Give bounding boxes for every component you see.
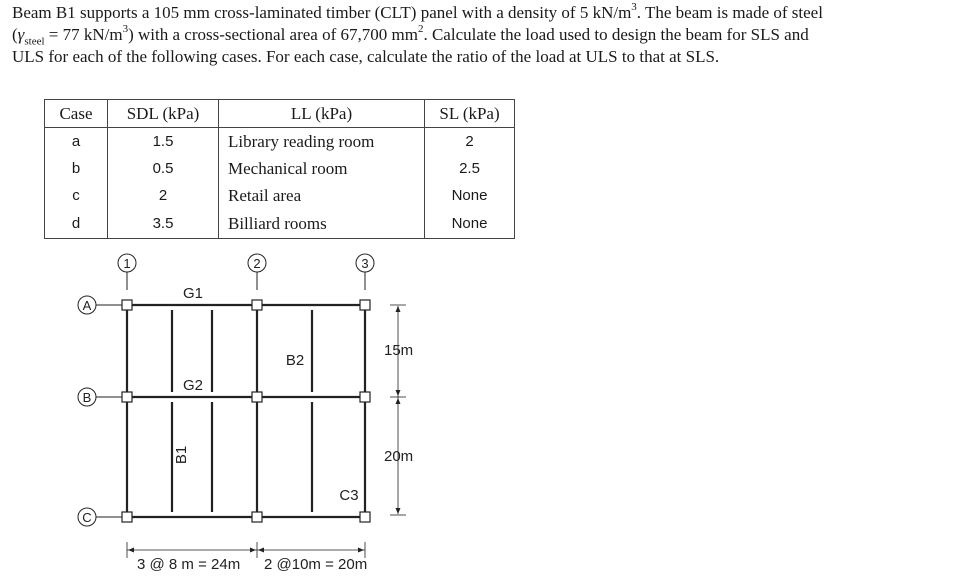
cell-sdl: 3.5 bbox=[108, 209, 219, 239]
column-a2 bbox=[252, 300, 262, 310]
column-b2 bbox=[252, 392, 262, 402]
arrow-icon bbox=[258, 548, 264, 553]
arrow-icon bbox=[396, 398, 401, 404]
cell-sdl: 0.5 bbox=[108, 155, 219, 182]
header-sdl: SDL (kPa) bbox=[108, 100, 219, 128]
cell-ll: Mechanical room bbox=[219, 155, 425, 182]
problem-line-3: ULS for each of the following cases. For each case, calculate the ratio of the load at ULS to that at SLS. bbox=[12, 47, 720, 66]
grid-label-c: C bbox=[82, 510, 92, 525]
header-case: Case bbox=[45, 100, 108, 128]
arrow-icon bbox=[250, 548, 256, 553]
cell-ll: Retail area bbox=[219, 182, 425, 209]
cell-case: a bbox=[45, 128, 108, 156]
header-sl: SL (kPa) bbox=[425, 100, 515, 128]
member-label-g2: G2 bbox=[182, 377, 204, 394]
column-c1 bbox=[122, 512, 132, 522]
dimension-label-width-right: 2 @10m = 20m bbox=[264, 556, 368, 573]
cell-case: c bbox=[45, 182, 108, 209]
cell-sl: 2 bbox=[425, 128, 515, 156]
arrow-icon bbox=[396, 306, 401, 312]
problem-line-1: Beam B1 supports a 105 mm cross-laminated timber (CLT) panel with a density of 5 $kN/m^3$. The beam is made of steel bbox=[12, 1, 823, 22]
cell-ll: Library reading room bbox=[219, 128, 425, 156]
column-c2 bbox=[252, 512, 262, 522]
arrow-icon bbox=[128, 548, 134, 553]
arrow-icon bbox=[396, 390, 401, 396]
cell-case: b bbox=[45, 155, 108, 182]
arrow-icon bbox=[358, 548, 364, 553]
member-label-b1: B1 bbox=[173, 445, 190, 465]
column-b1 bbox=[122, 392, 132, 402]
grid-label-3: 3 bbox=[361, 256, 369, 271]
cell-sl: 2.5 bbox=[425, 155, 515, 182]
member-label-b2: B2 bbox=[285, 352, 305, 369]
dimension-label-ab: 15m bbox=[384, 342, 414, 359]
member-label-g1: G1 bbox=[182, 285, 204, 302]
cell-ll: Billiard rooms bbox=[219, 209, 425, 239]
cell-sdl: 2 bbox=[108, 182, 219, 209]
cell-sl: None bbox=[425, 182, 515, 209]
cell-sl: None bbox=[425, 209, 515, 239]
column-a1 bbox=[122, 300, 132, 310]
cell-case: d bbox=[45, 209, 108, 239]
grid-label-b: B bbox=[82, 390, 92, 405]
column-b3 bbox=[360, 392, 370, 402]
dimension-label-width-left: 3 @ 8 m = 24m bbox=[137, 556, 241, 573]
grid-label-2: 2 bbox=[253, 256, 261, 271]
arrow-icon bbox=[396, 508, 401, 514]
header-ll: LL (kPa) bbox=[219, 100, 425, 128]
member-label-c3: C3 bbox=[339, 487, 359, 504]
cell-sdl: 1.5 bbox=[108, 128, 219, 156]
dimension-label-bc: 20m bbox=[384, 448, 414, 465]
grid-label-a: A bbox=[82, 298, 92, 313]
grid-label-1: 1 bbox=[123, 256, 131, 271]
column-a3 bbox=[360, 300, 370, 310]
problem-line-2: ($\gamma_{steel} = 77$ $kN/m^3$) with a cross-sectional area of 67,700 $mm^2$. Calculate the load used to design the beam for SLS and bbox=[12, 23, 809, 48]
column-c3 bbox=[360, 512, 370, 522]
